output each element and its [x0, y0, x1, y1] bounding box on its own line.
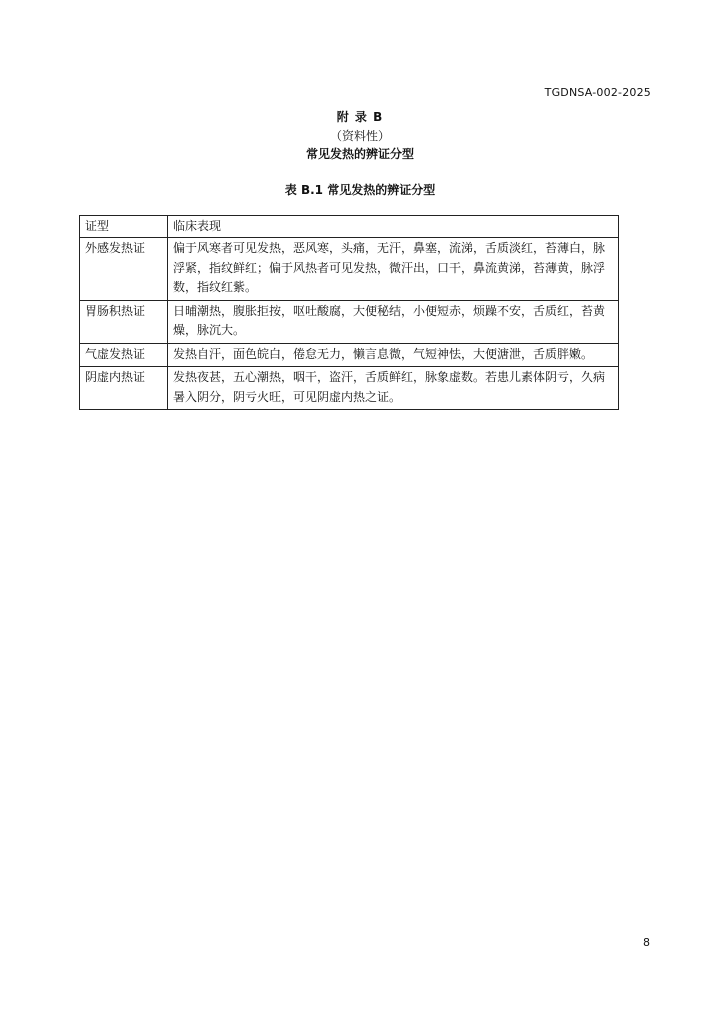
- column-header-manifestation: 临床表现: [168, 216, 619, 238]
- manifestation-cell: 发热自汗，面色皖白，倦怠无力，懒言息微，气短神怯，大便溏泄，舌质胖嫩。: [168, 343, 619, 367]
- syndrome-type-cell: 胃肠积热证: [80, 300, 168, 343]
- appendix-subtitle: （资料性）: [329, 129, 390, 143]
- table-row: [80, 343, 619, 367]
- manifestation-cell: 日晡潮热，腹胀拒按，呕吐酸腐，大便秘结，小便短赤，烦躁不安，舌质红，苔黄燥，脉沉大。: [168, 300, 619, 343]
- manifestation-cell: 发热夜甚，五心潮热，咽干，盗汗，舌质鲜红，脉象虚数。若患儿素体阴亏，久病暑入阴分，阴亏火旺，可见阴虚内热之证。: [168, 367, 619, 410]
- syndrome-type-cell: 外感发热证: [80, 238, 168, 301]
- manifestation-cell: 偏于风寒者可见发热，恶风寒，头痛，无汗，鼻塞，流涕，舌质淡红，苔薄白，脉浮紧，指纹鲜红；偏于风热者可见发热，微汗出，口干，鼻流黄涕，苔薄黄，脉浮数，指纹红紫。: [168, 238, 619, 301]
- page-number: 8: [643, 936, 650, 949]
- table-header-row: [80, 216, 619, 238]
- syndrome-table: [79, 215, 619, 410]
- column-header-type: 证型: [80, 216, 168, 238]
- appendix-name: 常见发热的辨证分型: [305, 147, 414, 161]
- syndrome-type-cell: 阴虚内热证: [80, 367, 168, 410]
- table-caption: 表 B.1 常见发热的辨证分型: [284, 183, 436, 197]
- appendix-title: 附 录 B: [336, 110, 384, 124]
- syndrome-type-cell: 气虚发热证: [80, 343, 168, 367]
- table-row: [80, 300, 619, 343]
- table-row: [80, 238, 619, 301]
- table-row: [80, 367, 619, 410]
- document-code: TGDNSA-002-2025: [544, 86, 651, 99]
